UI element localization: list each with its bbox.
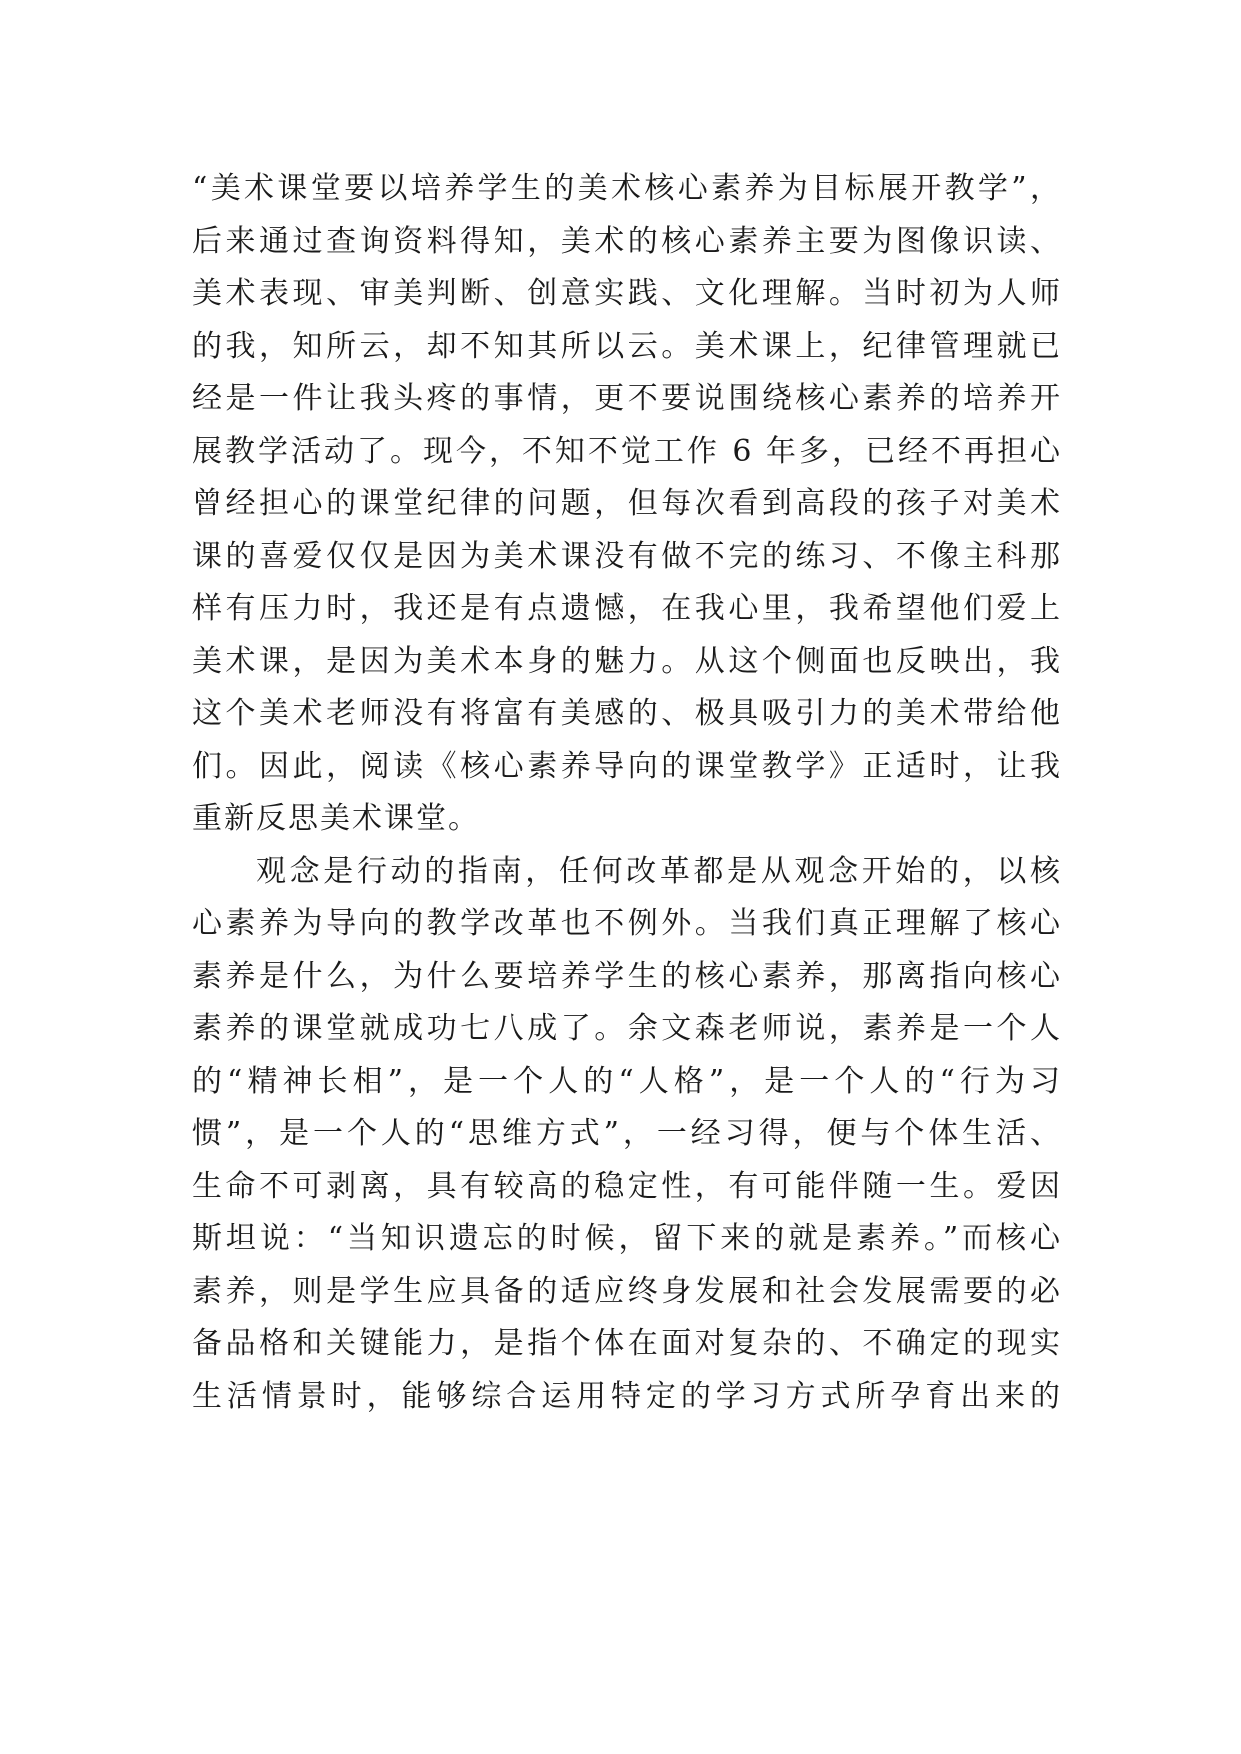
paragraph-line: 素养是什么，为什么要培养学生的核心素养，那离指向核心 (192, 958, 1062, 994)
paragraph-1 (192, 163, 1062, 846)
paragraph-line: 素养，则是学生应具备的适应终身发展和社会发展需要的必 (192, 1273, 1062, 1309)
paragraph-line: 生命不可剥离，具有较高的稳定性，有可能伴随一生。爱因 (192, 1168, 1062, 1204)
paragraph-line: 们。因此，阅读《核心素养导向的课堂教学》正适时，让我 (192, 748, 1062, 784)
paragraph-line: 斯坦说：“当知识遗忘的时候，留下来的就是素养。”而核心 (192, 1221, 1062, 1256)
paragraph-line: 生活情景时，能够综合运用特定的学习方式所孕育出来的 (192, 1378, 1062, 1414)
paragraph-line: 样有压力时，我还是有点遗憾，在我心里，我希望他们爱上 (192, 591, 1062, 626)
paragraph-line: 的“精神长相”，是一个人的“人格”，是一个人的“行为习 (192, 1063, 1062, 1099)
paragraph-line: 备品格和关键能力，是指个体在面对复杂的、不确定的现实 (192, 1326, 1062, 1361)
document-body (192, 163, 1062, 1423)
paragraph-line: 美术课，是因为美术本身的魅力。从这个侧面也反映出，我 (192, 643, 1062, 679)
paragraph-line: 后来通过查询资料得知，美术的核心素养主要为图像识读、 (192, 223, 1062, 259)
paragraph-line: 这个美术老师没有将富有美感的、极具吸引力的美术带给他 (192, 696, 1062, 731)
paragraph-line: 观念是行动的指南，任何改革都是从观念开始的，以核 (256, 853, 1062, 889)
paragraph-line: 心素养为导向的教学改革也不例外。当我们真正理解了核心 (192, 906, 1062, 941)
paragraph-line: 惯”，是一个人的“思维方式”，一经习得，便与个体生活、 (192, 1116, 1062, 1151)
paragraph-line: 的我，知所云，却不知其所以云。美术课上，纪律管理就已 (192, 328, 1062, 364)
paragraph-line: 展教学活动了。现今，不知不觉工作 6 年多，已经不再担心 (192, 433, 1062, 469)
paragraph-line: 经是一件让我头疼的事情，更不要说围绕核心素养的培养开 (192, 381, 1062, 416)
paragraph-line: 美术表现、审美判断、创意实践、文化理解。当时初为人师 (192, 276, 1062, 311)
paragraph-line: “美术课堂要以培养学生的美术核心素养为目标展开教学”， (192, 171, 1062, 206)
paragraph-line: 重新反思美术课堂。 (192, 801, 480, 836)
paragraph-line: 曾经担心的课堂纪律的问题，但每次看到高段的孩子对美术 (192, 486, 1062, 521)
paragraph-2 (192, 846, 1062, 1424)
paragraph-line: 课的喜爱仅仅是因为美术课没有做不完的练习、不像主科那 (192, 538, 1062, 574)
paragraph-line: 素养的课堂就成功七八成了。余文森老师说，素养是一个人 (192, 1011, 1062, 1046)
